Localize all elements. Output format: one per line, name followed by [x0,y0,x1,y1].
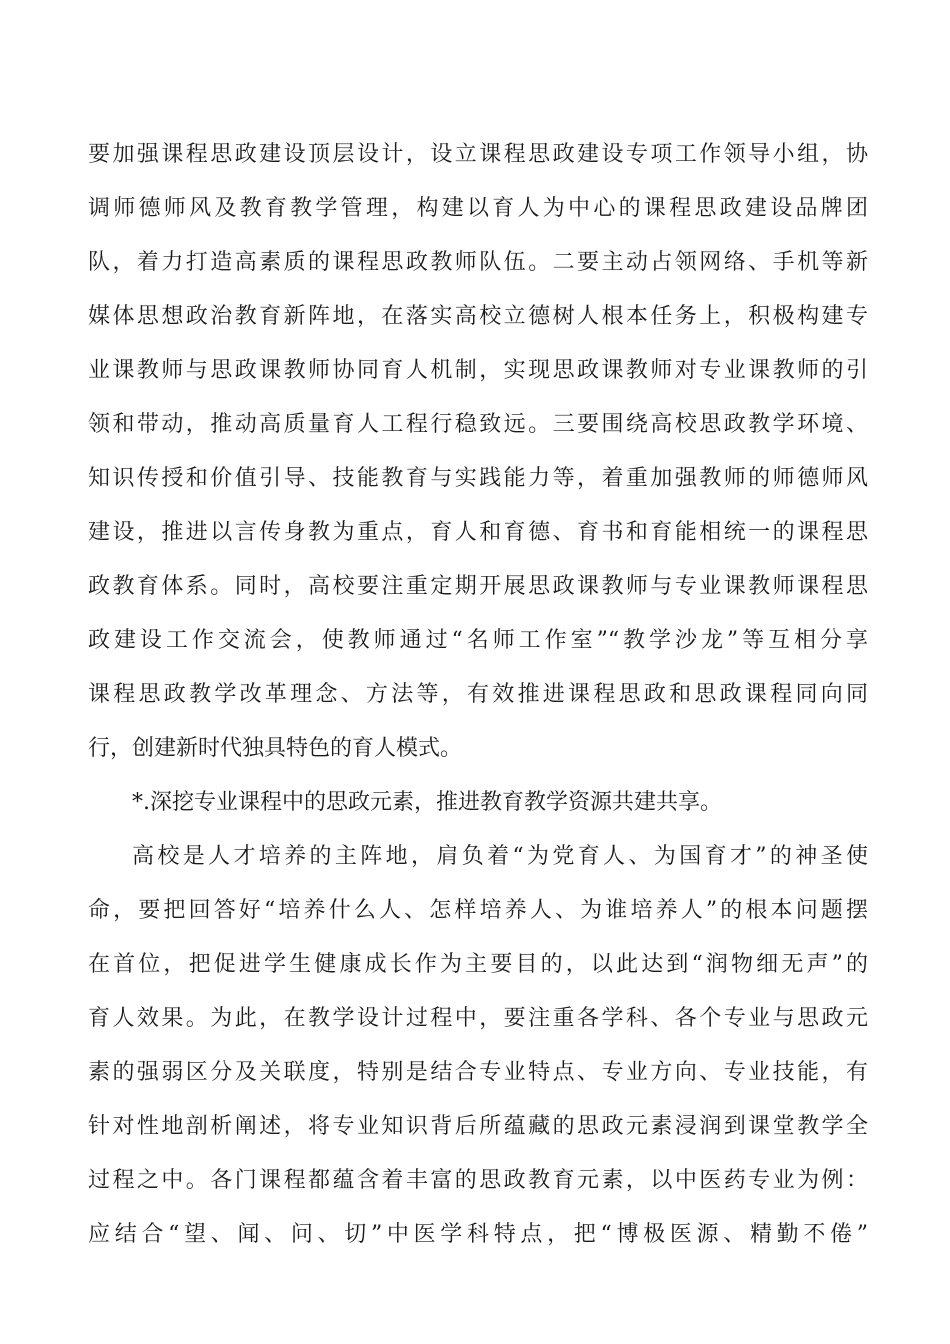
text-line: 媒体思想政治教育新阵地，在落实高校立德树人根本任务上，积极构建专 [88,304,868,329]
text-line: 要加强课程思政建设顶层设计，设立课程思政建设专项工作领导小组，协 [88,142,868,167]
text-line: 在首位，把促进学生健康成长作为主要目的，以此达到“润物细无声”的 [88,952,868,977]
text-line: 领和带动，推动高质量育人工程行稳致远。三要围绕高校思政教学环境、 [88,412,868,437]
text-line: 育人效果。为此，在教学设计过程中，要注重各学科、各个专业与思政元 [88,1006,868,1031]
text-line: 政建设工作交流会，使教师通过“名师工作室”“教学沙龙”等互相分享 [88,628,868,653]
text-line: 政教育体系。同时，高校要注重定期开展思政课教师与专业课教师课程思 [88,574,868,599]
text-line: 过程之中。各门课程都蕴含着丰富的思政教育元素，以中医药专业为例： [88,1168,868,1193]
text-line: 队，着力打造高素质的课程思政教师队伍。二要主动占领网络、手机等新 [88,250,868,275]
text-line: 知识传授和价值引导、技能教育与实践能力等，着重加强教师的师德师风 [88,466,868,491]
text-line: 应结合“望、闻、问、切”中医学科特点，把“博极医源、精勤不倦” [88,1222,868,1247]
text-line: 课程思政教学改革理念、方法等，有效推进课程思政和思政课程同向同 [88,682,868,707]
text-line: 素的强弱区分及关联度，特别是结合专业特点、专业方向、专业技能，有 [88,1060,868,1085]
document-body [88,128,868,1262]
paragraph-start-line: 高校是人才培养的主阵地，肩负着“为党育人、为国育才”的神圣使 [132,844,868,869]
text-line: 命，要把回答好“培养什么人、怎样培养人、为谁培养人”的根本问题摆 [88,898,868,923]
section-heading: *.深挖专业课程中的思政元素，推进教育教学资源共建共享。 [132,790,722,815]
paragraph-end-line: 行，创建新时代独具特色的育人模式。 [88,736,463,761]
text-line: 业课教师与思政课教师协同育人机制，实现思政课教师对专业课教师的引 [88,358,868,383]
text-line: 调师德师风及教育教学管理，构建以育人为中心的课程思政建设品牌团 [88,196,868,221]
text-line: 针对性地剖析阐述，将专业知识背后所蕴藏的思政元素浸润到课堂教学全 [88,1114,868,1139]
text-line: 建设，推进以言传身教为重点，育人和育德、育书和育能相统一的课程思 [88,520,868,545]
